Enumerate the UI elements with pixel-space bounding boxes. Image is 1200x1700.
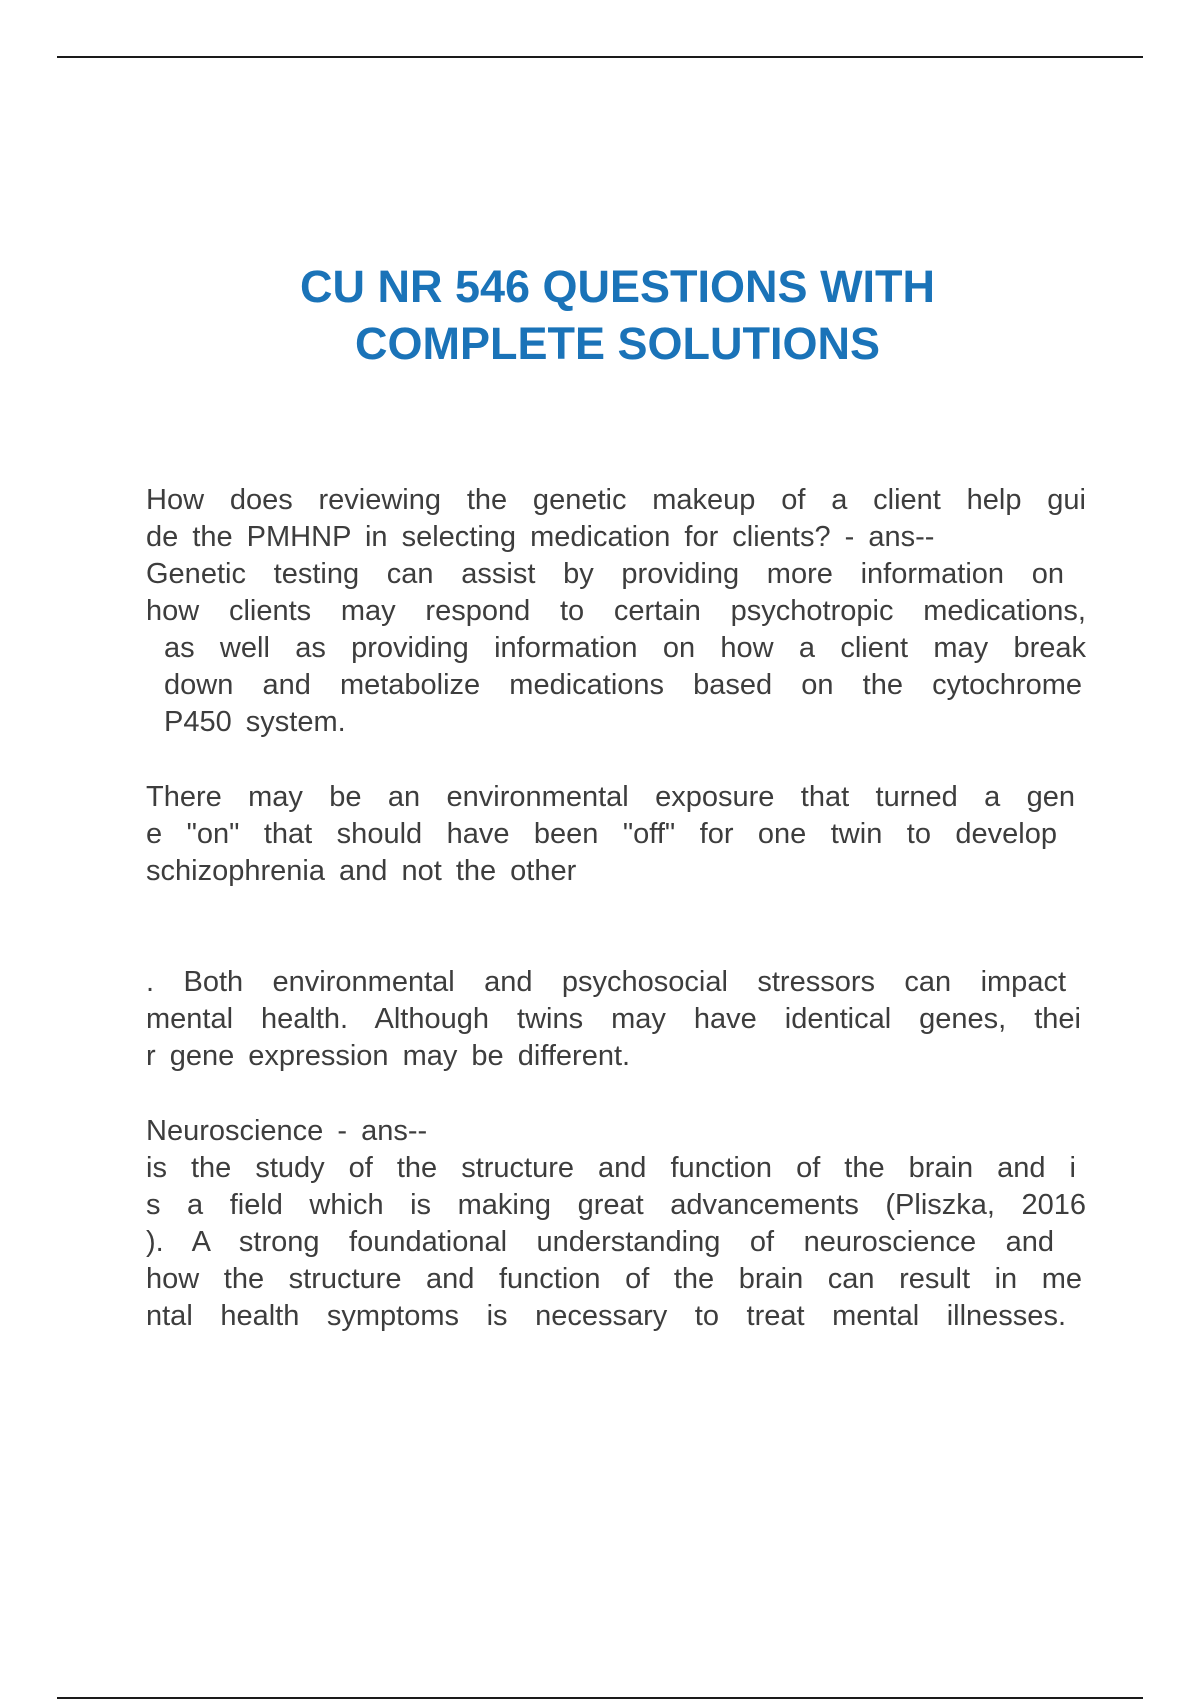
paragraph-line: Neuroscience - ans--: [146, 1115, 428, 1147]
paragraph-line: s a field which is making great advancements (Pliszka, 2016: [146, 1189, 1086, 1221]
document-title: [0, 258, 1200, 372]
header-rule: [57, 56, 1143, 58]
paragraph-line: ). A strong foundational understanding of neuroscience and: [146, 1226, 1054, 1258]
paragraph-line: ntal health symptoms is necessary to treat mental illnesses.: [146, 1300, 1066, 1332]
paragraph-line: how the structure and function of the brain can result in me: [146, 1263, 1082, 1295]
paragraph-neuroscience: [146, 1113, 1086, 1335]
paragraph-line: schizophrenia and not the other: [146, 855, 577, 887]
title-line-1: CU NR 546 QUESTIONS WITH: [299, 261, 936, 312]
paragraph-line: how clients may respond to certain psychotropic medications,: [146, 595, 1086, 627]
paragraph-stressors: [146, 964, 1086, 1075]
paragraph-line: P450 system.: [164, 706, 346, 738]
paragraph-line: How does reviewing the genetic makeup of a client help gui: [146, 484, 1086, 516]
paragraph-line: r gene expression may be different.: [146, 1040, 631, 1072]
title-line-2: COMPLETE SOLUTIONS: [354, 318, 880, 369]
paragraph-line: e "on" that should have been "off" for one twin to develop: [146, 818, 1057, 850]
paragraph-line: Genetic testing can assist by providing more information on: [146, 558, 1064, 590]
footer-rule: [57, 1697, 1143, 1699]
paragraph-line: There may be an environmental exposure that turned a gen: [146, 781, 1075, 813]
paragraph-environmental-exposure: [146, 779, 1086, 890]
paragraph-line: down and metabolize medications based on the cytochrome: [164, 669, 1082, 701]
paragraph-line: as well as providing information on how a client may break: [164, 632, 1086, 664]
paragraph-line: mental health. Although twins may have identical genes, thei: [146, 1003, 1081, 1035]
paragraph-line: . Both environmental and psychosocial stressors can impact: [146, 966, 1066, 998]
paragraph-line: de the PMHNP in selecting medication for clients? - ans--: [146, 521, 935, 553]
paragraph-line: is the study of the structure and function of the brain and i: [146, 1152, 1076, 1184]
paragraph-genetic-testing: [146, 482, 1086, 741]
